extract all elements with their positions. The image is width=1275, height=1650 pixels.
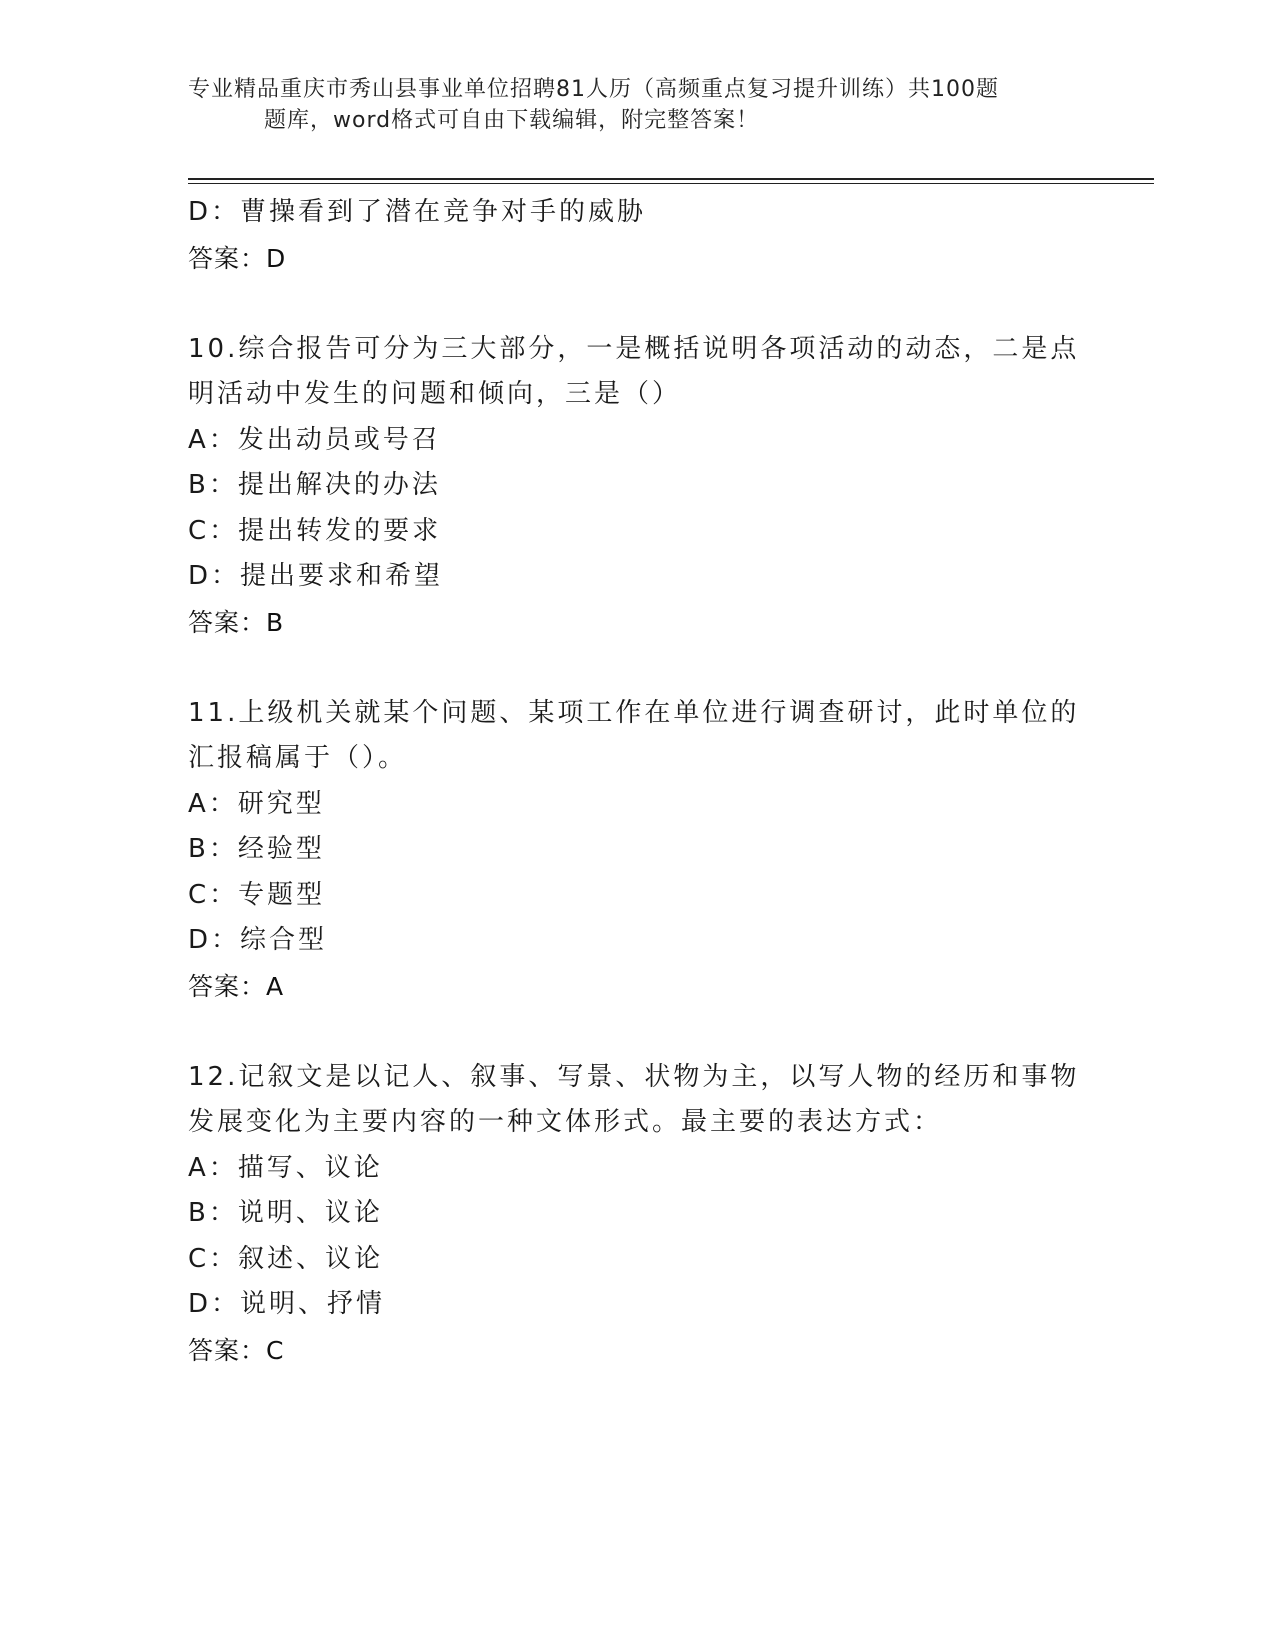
question-stem-line1: 11.上级机关就某个问题、某项工作在单位进行调查研讨，此时单位的	[188, 697, 1080, 728]
question-stem-line1: 10.综合报告可分为三大部分，一是概括说明各项活动的动态，二是点	[188, 333, 1080, 364]
option-d: D：综合型	[188, 925, 328, 955]
question-stem-line2: 汇报稿属于（）。	[188, 743, 408, 773]
option-b: B：经验型	[188, 834, 325, 864]
header-title-line2: 题库，word格式可自由下载编辑，附完整答案！	[264, 108, 760, 133]
spacer	[188, 281, 1088, 327]
question-answer: 答案：C	[188, 1335, 285, 1365]
document-header	[188, 74, 1068, 136]
option-b: B：提出解决的办法	[188, 470, 441, 500]
option-a: A：研究型	[188, 788, 325, 819]
option-a: A：描写、议论	[188, 1152, 383, 1183]
option-d: D：说明、抒情	[188, 1289, 386, 1319]
spacer	[188, 1009, 1088, 1055]
header-title-line1: 专业精品重庆市秀山县事业单位招聘81人历（高频重点复习提升训练）共100题	[188, 77, 999, 102]
header-divider-thick	[188, 178, 1154, 180]
question-stem-line2: 发展变化为主要内容的一种文体形式。最主要的表达方式：	[188, 1107, 943, 1137]
question-stem-line2: 明活动中发生的问题和倾向，三是（）	[188, 379, 682, 409]
option-c: C：提出转发的要求	[188, 515, 442, 546]
option-d: D：提出要求和希望	[188, 561, 444, 591]
question-stem-line1: 12.记叙文是以记人、叙事、写景、状物为主，以写人物的经历和事物	[188, 1061, 1080, 1092]
option-c: C：叙述、议论	[188, 1243, 384, 1274]
option-c: C：专题型	[188, 879, 326, 910]
question-answer: 答案：A	[188, 971, 285, 1001]
spacer	[188, 645, 1088, 691]
header-divider-thin	[188, 183, 1154, 184]
prev-question-answer: 答案：D	[188, 243, 287, 273]
question-10	[188, 327, 1088, 646]
question-12	[188, 1055, 1088, 1374]
option-b: B：说明、议论	[188, 1198, 383, 1228]
question-11	[188, 691, 1088, 1010]
option-a: A：发出动员或号召	[188, 424, 441, 455]
document-body	[188, 190, 1088, 1373]
prev-question-option-d: D：曹操看到了潜在竞争对手的威胁	[188, 197, 647, 227]
question-answer: 答案：B	[188, 607, 285, 637]
